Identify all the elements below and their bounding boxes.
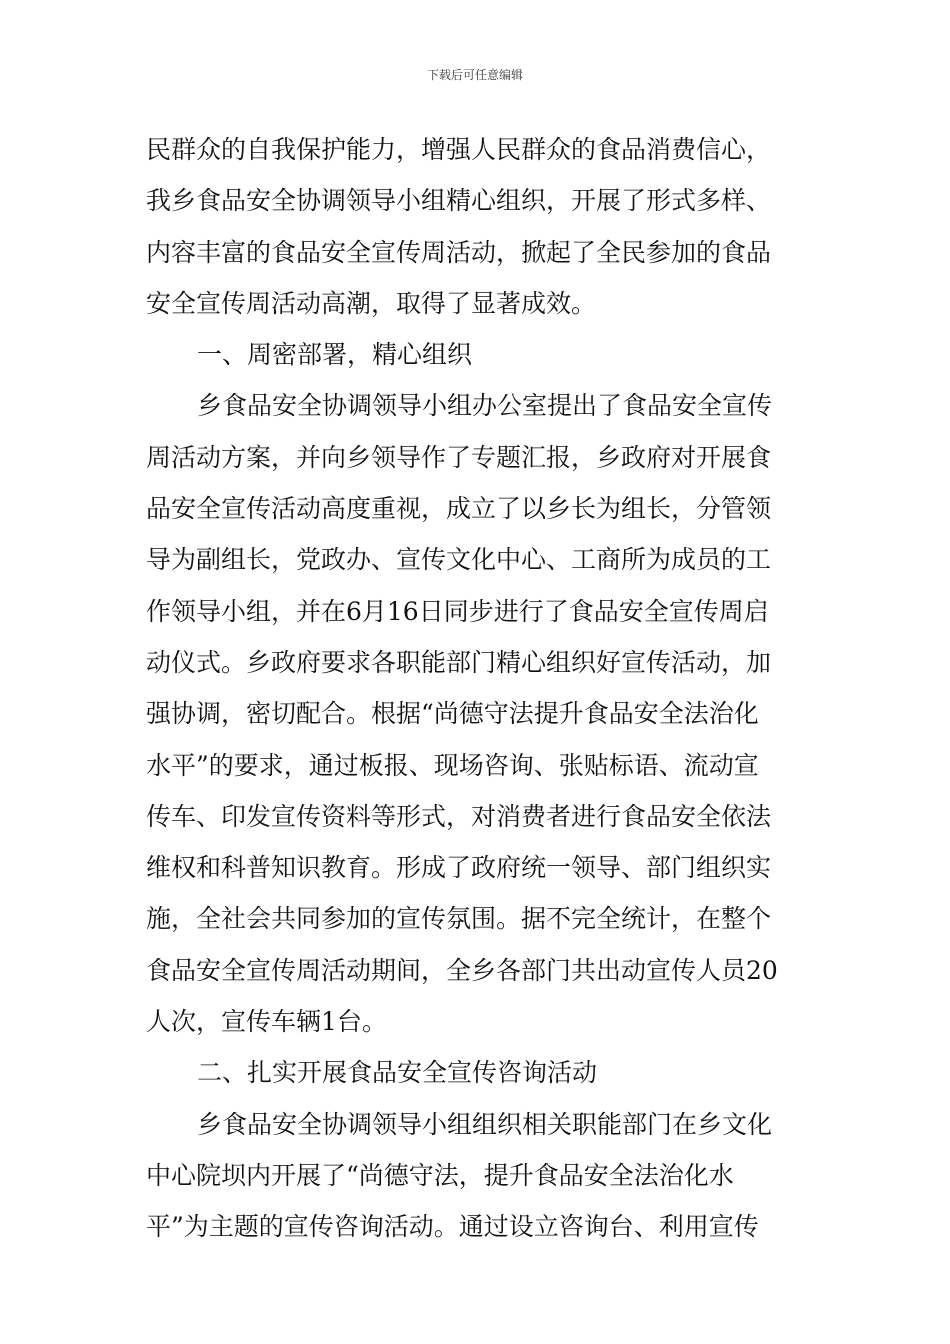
section-heading: 一、周密部署，精心组织	[197, 340, 473, 370]
text-line: 民群众的自我保护能力，增强人民群众的食品消费信心，	[146, 135, 772, 164]
text-line: 传车、印发宣传资料等形式，对消费者进行食品安全依法	[146, 801, 772, 831]
text-line: 品安全宣传活动高度重视，成立了以乡长为组长，分管领	[146, 494, 772, 524]
text-line: 施，全社会共同参加的宣传氛围。据不完全统计，在整个	[146, 904, 772, 934]
paragraph-first-line: 乡食品安全协调领导小组办公室提出了食品安全宣传	[197, 391, 773, 421]
text-line: 中心院坝内开展了“尚德守法，提升食品安全法治化水	[146, 1160, 734, 1190]
section-heading: 二、扎实开展食品安全宣传咨询活动	[197, 1058, 598, 1088]
text-line: 水平”的要求，通过板报、现场咨询、张贴标语、流动宣	[146, 750, 759, 780]
text-line: 安全宣传周活动高潮，取得了显著成效。	[146, 288, 597, 318]
paragraph-first-line: 乡食品安全协调领导小组组织相关职能部门在乡文化	[197, 1109, 773, 1139]
text-line: 内容丰富的食品安全宣传周活动，掀起了全民参加的食品	[146, 237, 772, 267]
text-line: 食品安全宣传周活动期间，全乡各部门共出动宣传人员20	[146, 955, 778, 985]
document-body	[146, 124, 810, 1253]
text-line: 动仪式。乡政府要求各职能部门精心组织好宣传活动，加	[146, 647, 772, 677]
page-header-note: 下载后可任意编辑	[426, 68, 523, 82]
text-line: 作领导小组，并在6月16日同步进行了食品安全宣传周启	[146, 596, 769, 626]
text-line: 人次，宣传车辆1台。	[146, 1007, 387, 1037]
text-line: 导为副组长，党政办、宣传文化中心、工商所为成员的工	[146, 545, 772, 575]
text-line: 平”为主题的宣传咨询活动。通过设立咨询台、利用宣传	[146, 1212, 759, 1242]
text-line: 我乡食品安全协调领导小组精心组织，开展了形式多样、	[146, 186, 772, 216]
text-line: 周活动方案，并向乡领导作了专题汇报，乡政府对开展食	[146, 442, 772, 472]
text-line: 强协调，密切配合。根据“尚德守法提升食品安全法治化	[146, 699, 759, 729]
text-line: 维权和科普知识教育。形成了政府统一领导、部门组织实	[146, 853, 772, 883]
